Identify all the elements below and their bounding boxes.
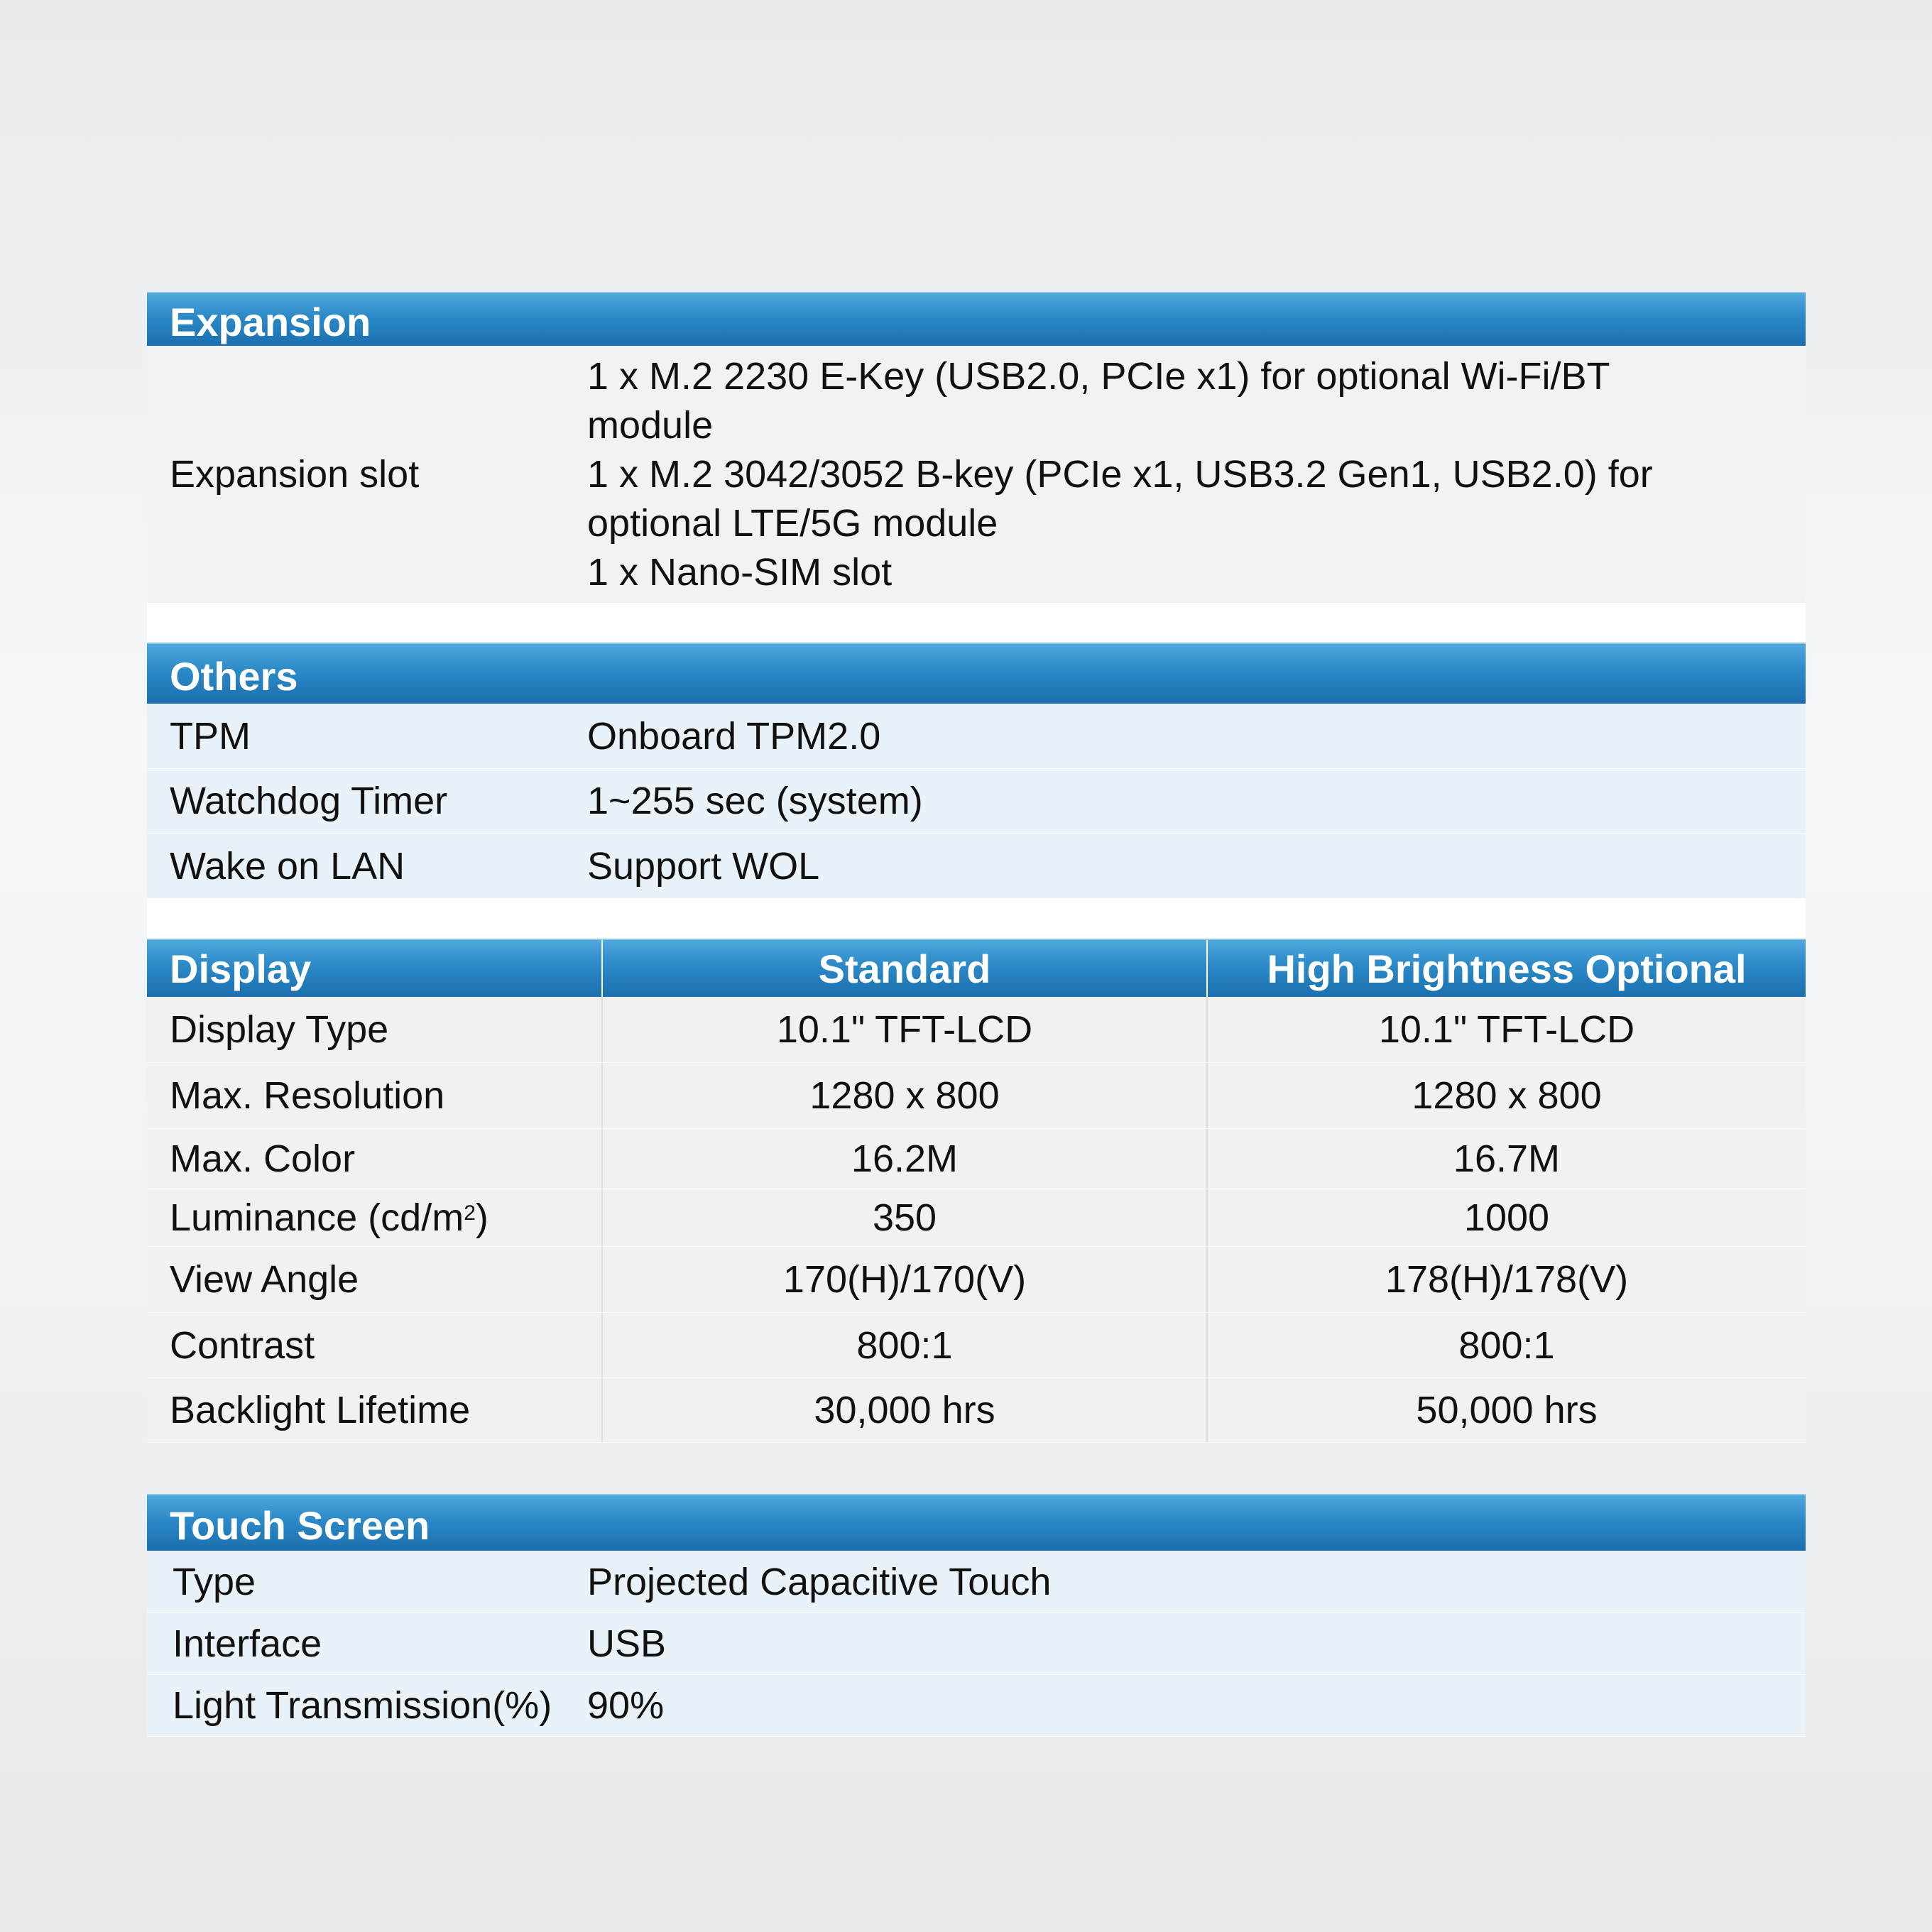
standard-value: 170(H)/170(V) (601, 1247, 1206, 1312)
label-superscript: 2 (464, 1201, 476, 1225)
section-gap (147, 603, 1806, 643)
expansion-header: Expansion (147, 292, 1806, 346)
row-label: Display Type (170, 1008, 389, 1051)
value-line: 1 x M.2 2230 E-Key (USB2.0, PCIe x1) for optional Wi-Fi/BT (587, 354, 1610, 398)
spec-row (147, 1613, 1806, 1675)
row-value: USB (587, 1622, 667, 1665)
table-row (147, 1189, 1806, 1247)
row-label: Contrast (170, 1324, 315, 1367)
row-label: Expansion slot (170, 453, 420, 496)
column-standard: Standard (601, 940, 1206, 997)
row-value (587, 352, 1653, 597)
high-value: 50,000 hrs (1206, 1378, 1806, 1442)
row-label: TPM (170, 714, 251, 758)
row-label (147, 1189, 601, 1246)
spec-row (147, 834, 1806, 899)
row-label: Type (173, 1560, 256, 1603)
display-header (147, 939, 1806, 997)
section-gap (147, 1443, 1806, 1494)
touch-header: Touch Screen (147, 1494, 1806, 1551)
label-prefix: Luminance (cd/m (170, 1196, 464, 1239)
spec-sheet (147, 292, 1806, 1737)
column-high-brightness: High Brightness Optional (1206, 940, 1806, 997)
table-row (147, 1378, 1806, 1443)
spec-row (147, 769, 1806, 834)
high-value: 1000 (1206, 1189, 1806, 1246)
row-label: Backlight Lifetime (170, 1389, 471, 1431)
spec-row (147, 1675, 1806, 1737)
row-label: Interface (173, 1622, 322, 1665)
value-line: module (587, 403, 714, 447)
label-suffix: ) (475, 1196, 489, 1239)
spec-row (147, 704, 1806, 769)
row-label: Light Transmission(%) (173, 1684, 552, 1727)
standard-value: 1280 x 800 (601, 1063, 1206, 1128)
row-value: Projected Capacitive Touch (587, 1560, 1052, 1603)
standard-value: 350 (601, 1189, 1206, 1246)
row-value: Onboard TPM2.0 (587, 714, 881, 758)
row-label: View Angle (170, 1258, 359, 1301)
value-line: 1 x M.2 3042/3052 B-key (PCIe x1, USB3.2 Gen1, USB2.0) for (587, 452, 1653, 496)
table-row (147, 1313, 1806, 1378)
table-row (147, 1129, 1806, 1189)
section-gap (147, 899, 1806, 939)
standard-value: 16.2M (601, 1129, 1206, 1189)
value-line: 1 x Nano-SIM slot (587, 550, 893, 594)
standard-value: 30,000 hrs (601, 1378, 1206, 1442)
expansion-section (147, 292, 1806, 603)
row-label: Max. Color (170, 1137, 356, 1180)
row-label: Max. Resolution (170, 1074, 445, 1117)
high-value: 1280 x 800 (1206, 1063, 1806, 1128)
display-title: Display (170, 946, 312, 991)
standard-value: 800:1 (601, 1313, 1206, 1377)
row-value: Support WOL (587, 844, 820, 888)
touch-section (147, 1494, 1806, 1737)
row-label: Wake on LAN (170, 844, 405, 888)
high-value: 10.1" TFT-LCD (1206, 997, 1806, 1062)
others-header: Others (147, 643, 1806, 704)
spec-row (147, 1551, 1806, 1613)
display-section (147, 939, 1806, 1443)
table-row (147, 1247, 1806, 1313)
table-row (147, 1063, 1806, 1129)
table-row (147, 997, 1806, 1063)
high-value: 16.7M (1206, 1129, 1806, 1189)
high-value: 800:1 (1206, 1313, 1806, 1377)
high-value: 178(H)/178(V) (1206, 1247, 1806, 1312)
value-line: optional LTE/5G module (587, 501, 998, 545)
row-label: Watchdog Timer (170, 780, 448, 822)
standard-value: 10.1" TFT-LCD (601, 997, 1206, 1062)
row-value: 1~255 sec (system) (587, 780, 923, 822)
expansion-slot-row (147, 346, 1806, 603)
row-value: 90% (587, 1684, 665, 1727)
others-section (147, 643, 1806, 899)
